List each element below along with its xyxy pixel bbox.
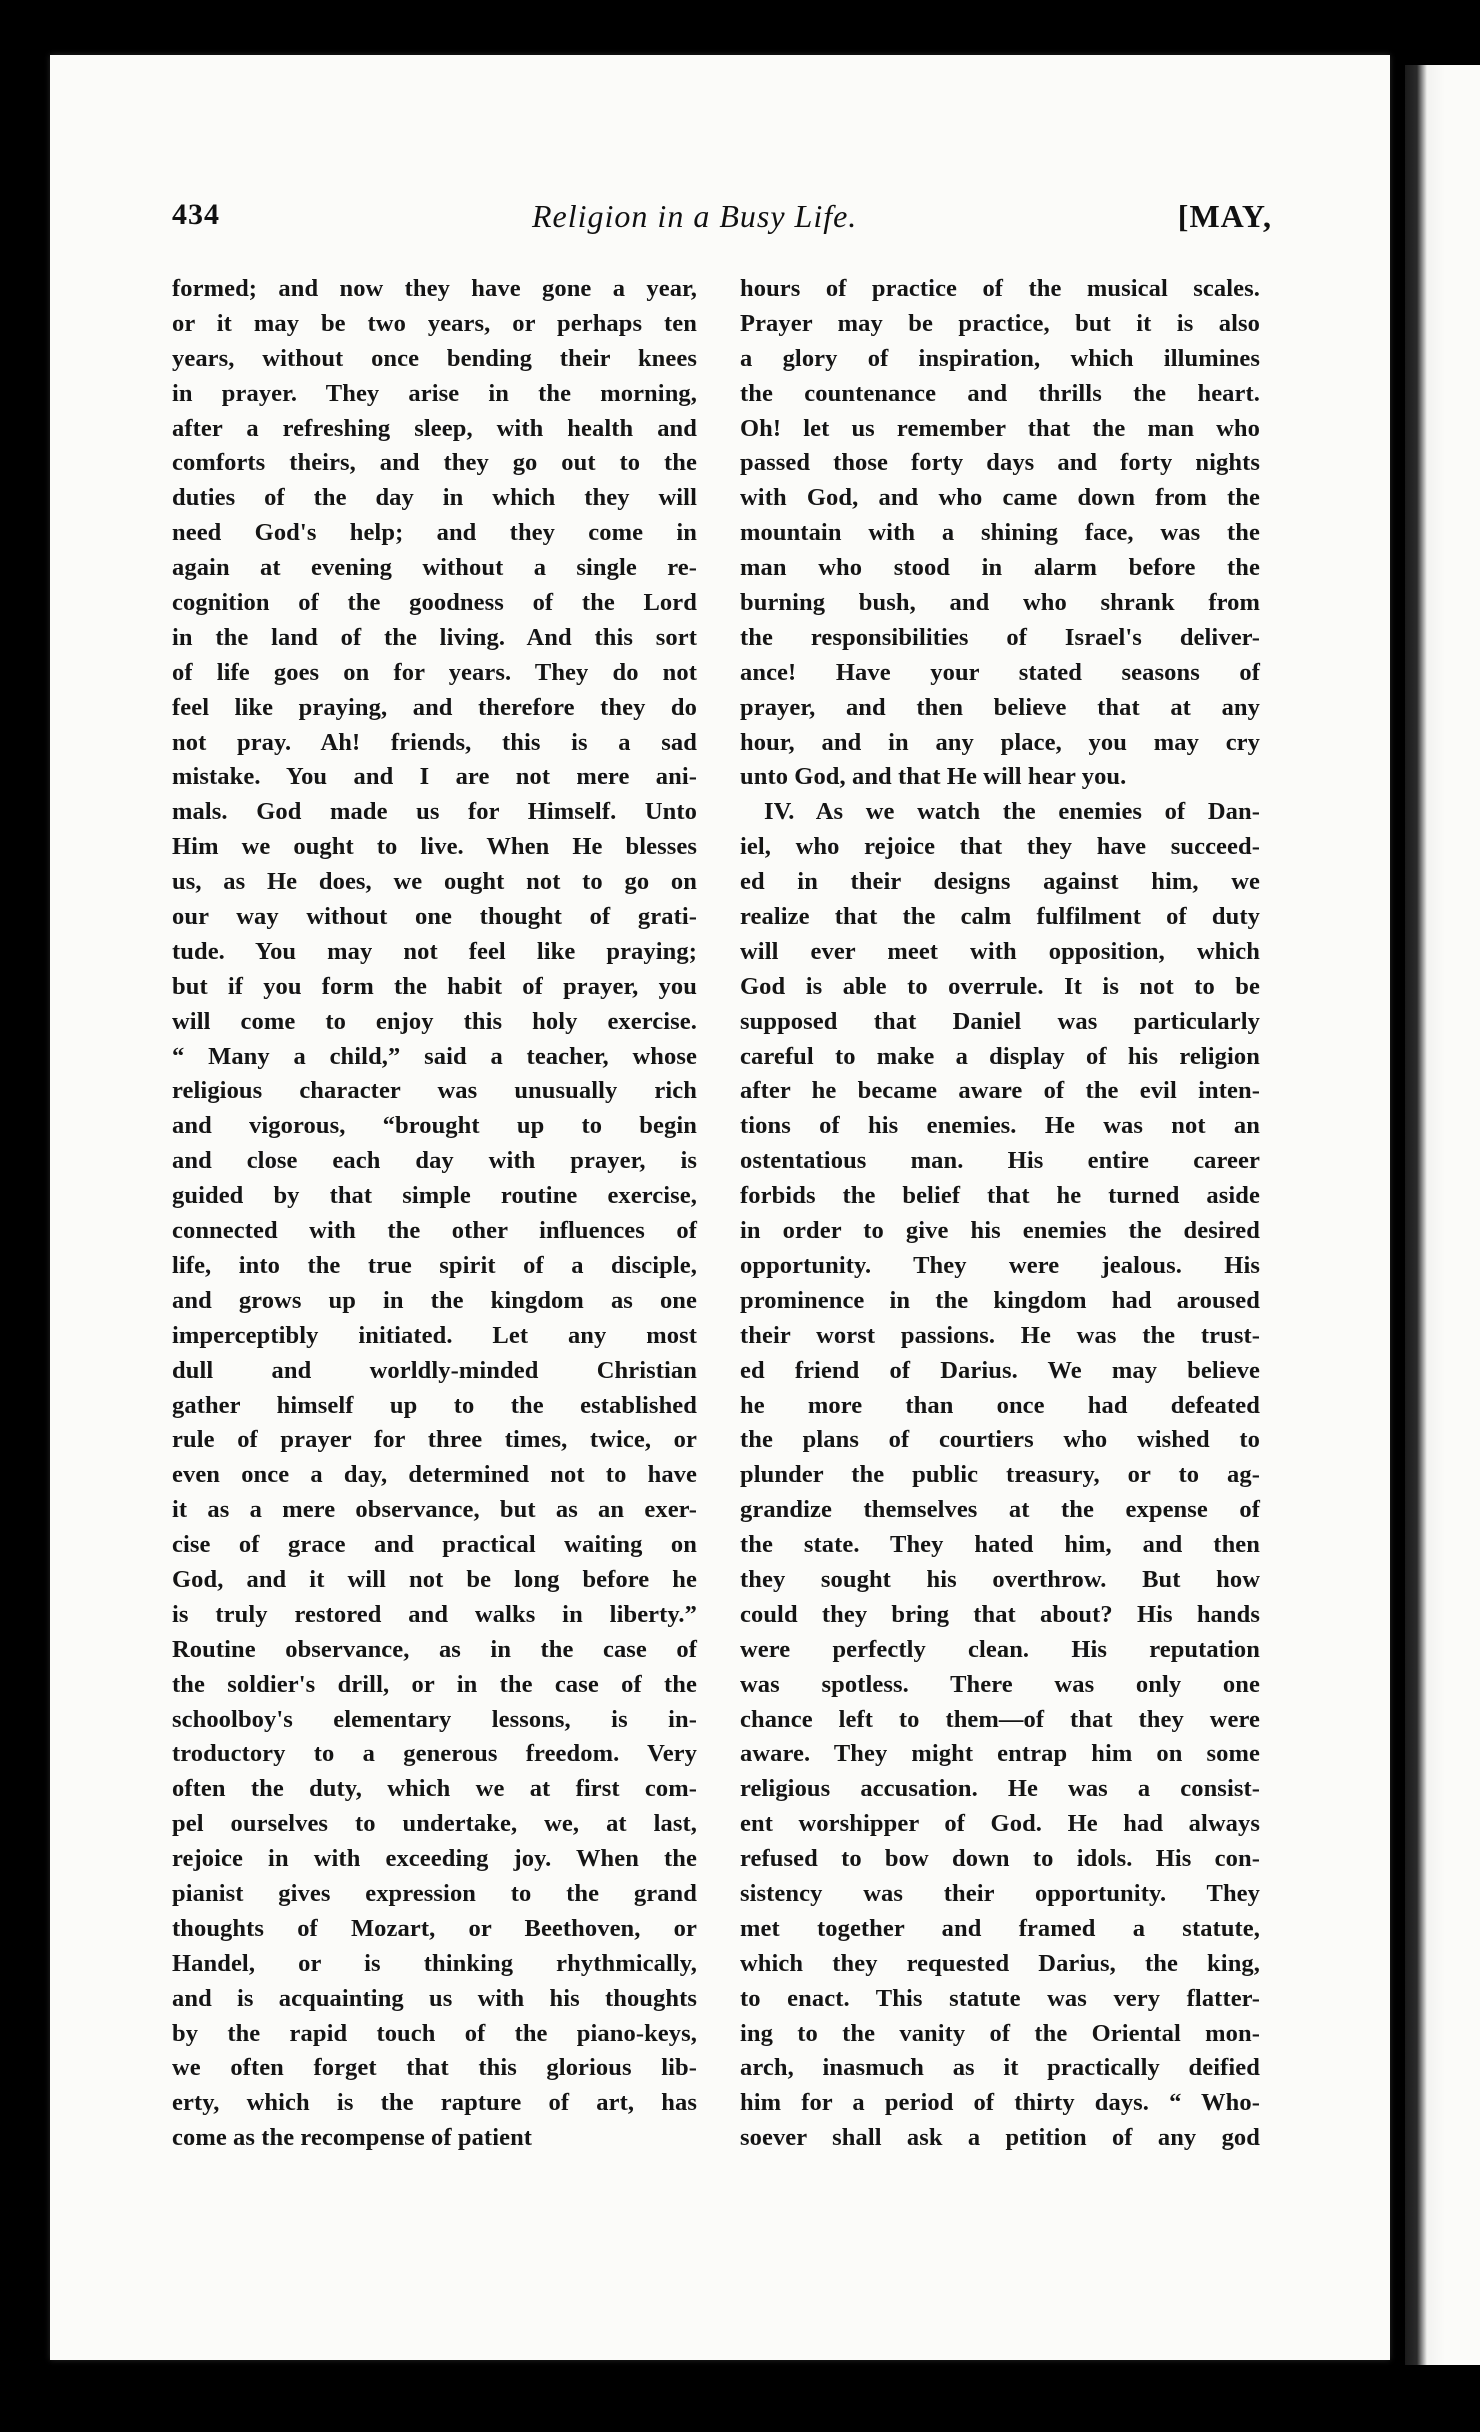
text-line: feel like praying, and therefore they do [172,693,697,721]
text-line: mistake. You and I are not mere ani- [172,763,697,791]
text-line: it as a mere observance, but as an exer- [172,1496,697,1524]
text-line: ent worshipper of God. He had always [740,1810,1260,1838]
text-line: is truly restored and walks in liberty.” [172,1600,697,1628]
text-line: “ Many a child,” said a teacher, whose [172,1042,697,1070]
text-line: after a refreshing sleep, with health and [172,414,697,442]
text-line: even once a day, determined not to have [172,1461,697,1489]
text-line: could they bring that about? His hands [740,1600,1260,1628]
text-line: gather himself up to the established [172,1391,697,1419]
text-line: in order to give his enemies the desired [740,1217,1260,1245]
text-line: need God's help; and they come in [172,519,697,547]
text-line: forbids the belief that he turned aside [740,1182,1260,1210]
text-line: troductory to a generous freedom. Very [172,1740,697,1768]
text-line: him for a period of thirty days. “ Who- [740,2089,1260,2117]
text-line: Oh! let us remember that the man who [740,414,1260,442]
text-line: come as the recompense of patient [172,2124,533,2152]
text-line: in prayer. They arise in the morning, [172,379,697,407]
text-line: the soldier's drill, or in the case of the [172,1670,697,1698]
text-line: pel ourselves to undertake, we, at last, [172,1810,697,1838]
text-line: ed in their designs against him, we [740,868,1260,896]
right-column [740,272,1260,2156]
text-line: religious accusation. He was a consist- [740,1775,1260,1803]
header-month: [MAY, [1177,198,1272,234]
text-line: they sought his overthrow. But how [740,1565,1260,1593]
text-line: of life goes on for years. They do not [172,658,697,686]
text-line: Prayer may be practice, but it is also [740,309,1260,337]
text-line: will come to enjoy this holy exercise. [172,1007,697,1035]
text-line: will ever meet with opposition, which [740,937,1260,965]
text-line: mals. God made us for Himself. Unto [172,798,697,826]
text-line: hour, and in any place, you may cry [740,728,1260,756]
text-line: supposed that Daniel was particularly [740,1007,1260,1035]
text-line: erty, which is the rapture of art, has [172,2089,697,2117]
text-line: mountain with a shining face, was the [740,519,1260,547]
text-line: Routine observance, as in the case of [172,1635,697,1663]
text-line: God, and it will not be long before he [172,1565,697,1593]
text-line: burning bush, and who shrank from [740,589,1260,617]
text-line: imperceptibly initiated. Let any most [172,1321,697,1349]
text-line: chance left to them—of that they were [740,1705,1260,1733]
text-line: hours of practice of the musical scales. [740,275,1260,302]
adjacent-page-edge [1405,65,1480,2365]
text-line: rule of prayer for three times, twice, or [172,1426,697,1454]
text-line: ostentatious man. His entire career [740,1147,1260,1175]
text-line: to enact. This statute was very flatter- [740,1984,1260,2012]
text-line: guided by that simple routine exercise, [172,1182,697,1210]
text-line: met together and framed a statute, [740,1914,1260,1942]
text-line: refused to bow down to idols. His con- [740,1845,1260,1873]
text-line: plunder the public treasury, or to ag- [740,1461,1260,1489]
text-line: not pray. Ah! friends, this is a sad [172,728,697,756]
text-line: IV. As we watch the enemies of Dan- [764,798,1260,826]
text-line: realize that the calm fulfilment of duty [740,903,1260,931]
text-line: the responsibilities of Israel's deliver- [740,623,1260,651]
text-line: the plans of courtiers who wished to [740,1426,1260,1454]
text-line: schoolboy's elementary lessons, is in- [172,1705,697,1733]
text-line: dull and worldly-minded Christian [172,1356,697,1384]
text-line: years, without once bending their knees [172,344,697,372]
text-line: tude. You may not feel like praying; [172,937,697,965]
text-line: the state. They hated him, and then [740,1531,1260,1559]
text-line: which they requested Darius, the king, [740,1949,1260,1977]
text-line: Handel, or is thinking rhythmically, [172,1949,697,1977]
running-head: Religion in a Busy Life. [532,198,858,234]
text-line: careful to make a display of his religion [740,1042,1260,1070]
text-line: pianist gives expression to the grand [172,1879,697,1907]
text-line: cognition of the goodness of the Lord [172,589,697,617]
text-line: opportunity. They were jealous. His [740,1251,1260,1279]
text-line: ed friend of Darius. We may believe [740,1356,1260,1384]
text-line: by the rapid touch of the piano-keys, [172,2019,697,2047]
text-line: life, into the true spirit of a disciple, [172,1251,697,1279]
text-line: formed; and now they have gone a year, [172,275,697,302]
text-line: aware. They might entrap him on some [740,1740,1260,1768]
text-line: again at evening without a single re- [172,554,697,582]
page-number: 434 [172,198,220,231]
text-line: in the land of the living. And this sort [172,623,697,651]
text-line: and vigorous, “brought up to begin [172,1112,697,1140]
text-line: their worst passions. He was the trust- [740,1321,1260,1349]
text-line: with God, and who came down from the [740,484,1260,512]
text-line: sistency was their opportunity. They [740,1879,1260,1907]
text-line: cise of grace and practical waiting on [172,1531,697,1559]
text-line: we often forget that this glorious lib- [172,2054,697,2082]
text-line: but if you form the habit of prayer, you [172,972,697,1000]
text-line: was spotless. There was only one [740,1670,1260,1698]
text-line: he more than once had defeated [740,1391,1260,1419]
text-line: arch, inasmuch as it practically deified [740,2054,1260,2082]
text-line: grandize themselves at the expense of [740,1496,1260,1524]
text-line: unto God, and that He will hear you. [740,763,1127,791]
text-line: soever shall ask a petition of any god [740,2124,1260,2152]
text-line: comforts theirs, and they go out to the [172,449,697,477]
text-line: God is able to overrule. It is not to be [740,972,1260,1000]
page-header [172,198,1272,248]
text-line: rejoice in with exceeding joy. When the [172,1845,697,1873]
text-line: duties of the day in which they will [172,484,697,512]
text-line: a glory of inspiration, which illumines [740,344,1260,372]
text-line: the countenance and thrills the heart. [740,379,1260,407]
text-line: passed those forty days and forty nights [740,449,1260,477]
text-line: our way without one thought of grati- [172,903,697,931]
text-line: prominence in the kingdom had aroused [740,1286,1260,1314]
text-line: after he became aware of the evil inten- [740,1077,1260,1105]
text-line: man who stood in alarm before the [740,554,1260,582]
text-line: ing to the vanity of the Oriental mon- [740,2019,1260,2047]
text-line: were perfectly clean. His reputation [740,1635,1260,1663]
text-line: prayer, and then believe that at any [740,693,1260,721]
text-line: and grows up in the kingdom as one [172,1286,697,1314]
left-column [172,272,697,2156]
text-line: connected with the other influences of [172,1217,697,1245]
text-line: us, as He does, we ought not to go on [172,868,697,896]
text-line: religious character was unusually rich [172,1077,697,1105]
text-line: often the duty, which we at first com- [172,1775,697,1803]
text-line: and close each day with prayer, is [172,1147,697,1175]
text-line: tions of his enemies. He was not an [740,1112,1260,1140]
text-line: Him we ought to live. When He blesses [172,833,697,861]
text-line: and is acquainting us with his thoughts [172,1984,697,2012]
text-line: ance! Have your stated seasons of [740,658,1260,686]
text-line: or it may be two years, or perhaps ten [172,309,697,337]
text-line: iel, who rejoice that they have succeed- [740,833,1260,861]
text-line: thoughts of Mozart, or Beethoven, or [172,1914,697,1942]
